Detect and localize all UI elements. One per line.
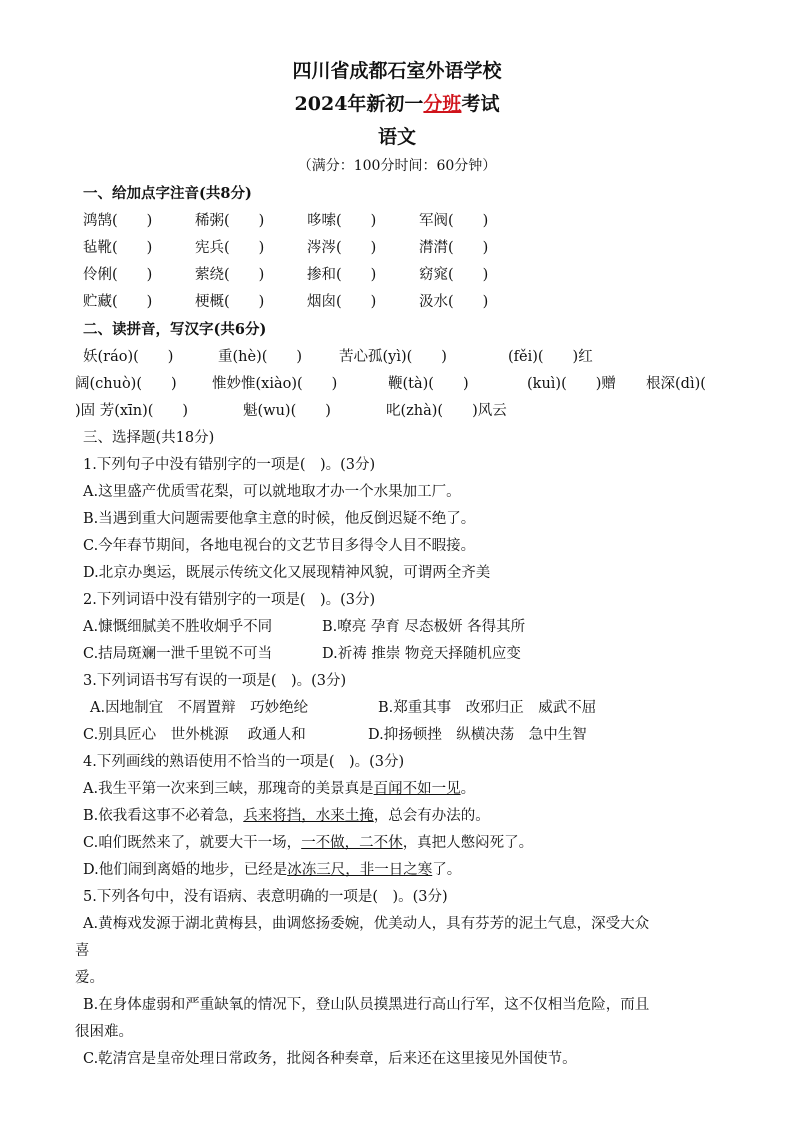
school-title: 四川省成都石室外语学校 — [292, 60, 502, 82]
hanzi-item: 鞭(tà)( ) — [388, 376, 469, 392]
question-stem: 5.下列各句中，没有语病、表意明确的一项是( )。(3分) — [83, 889, 448, 905]
option-text: C.咱们既然来了，就要大干一场， — [83, 835, 302, 851]
pinyin-item: 军阀( ) — [419, 213, 489, 229]
pinyin-item: 潸潸( ) — [419, 240, 489, 256]
pinyin-item: 梗概( ) — [195, 294, 265, 310]
option-d — [83, 858, 461, 879]
hanzi-item: 重(hè)( ) — [218, 349, 303, 365]
section3-heading: 三、选择题(共18分) — [83, 430, 215, 446]
hanzi-item: 魁(wu)( ) — [243, 403, 331, 419]
question-stem: 1.下列句子中没有错别字的一项是( )。(3分) — [83, 457, 376, 473]
option-b-wrap: 很困难。 — [75, 1024, 133, 1040]
pinyin-item: 窈窕( ) — [419, 267, 489, 283]
underlined-idiom: 兵来将挡，水来土掩 — [243, 808, 374, 824]
score-time: （满分：100分时间：60分钟） — [297, 158, 497, 174]
option-text: A.我生平第一次来到三峡，那瑰奇的美景真是 — [83, 781, 374, 797]
option-text: 。 — [460, 781, 476, 797]
section2-heading: 二、读拼音，写汉字(共6分) — [83, 321, 267, 338]
hanzi-item: 根深(dì)( — [646, 376, 706, 392]
hanzi-item: 苦心孤(yì)( ) — [339, 349, 447, 365]
underlined-idiom: 百闻不如一见 — [373, 781, 461, 797]
section1-heading: 一、给加点字注音(共8分) — [83, 185, 252, 202]
option-a: A.这里盛产优质雪花梨，可以就地取才办一个水果加工厂。 — [83, 484, 461, 500]
option-a: A.慷慨细腻美不胜收炯乎不同 — [83, 619, 273, 635]
pinyin-item: 汲水( ) — [419, 294, 489, 310]
pinyin-item: 哆嗦( ) — [307, 213, 377, 229]
option-c — [83, 831, 533, 852]
hanzi-item: 叱(zhà)( )风云 — [386, 403, 507, 419]
exam-title — [0, 89, 794, 116]
exam-title-highlight: 分班 — [423, 93, 462, 115]
hanzi-item: (kuì)( )赠 — [527, 376, 616, 392]
option-b: B.在身体虚弱和严重缺氧的情况下，登山队员摸黑进行高山行军，这不仅相当危险，而且 — [83, 997, 650, 1013]
subject-title: 语文 — [377, 126, 416, 148]
pinyin-item: 毡靴( ) — [83, 240, 153, 256]
exam-title-suffix: 考试 — [461, 93, 500, 115]
pinyin-item: 贮藏( ) — [83, 294, 153, 310]
option-text: B.依我看这事不必着急， — [83, 808, 244, 824]
option-text: 了。 — [432, 862, 462, 878]
option-text: ，真把人憋闷死了。 — [402, 835, 534, 851]
hanzi-item: 惟妙惟(xiào)( ) — [212, 376, 338, 392]
pinyin-item: 萦绕( ) — [195, 267, 265, 283]
underlined-idiom: 一不做，二不休 — [301, 835, 403, 851]
hanzi-item: 阔(chuò)( ) — [75, 376, 177, 392]
option-d: D.祈祷 推崇 物竞天择随机应变 — [322, 646, 521, 662]
option-c: C.乾清宫是皇帝处理日常政务，批阅各种奏章，后来还在这里接见外国使节。 — [83, 1051, 577, 1067]
hanzi-item: (fěi)( )红 — [508, 349, 593, 365]
option-a-wrap: 喜 — [75, 943, 90, 959]
option-a — [83, 777, 475, 798]
option-b: B.郑重其事 改邪归正 威武不屈 — [378, 700, 597, 716]
question-stem: 4.下列画线的熟语使用不恰当的一项是( )。(3分) — [83, 754, 405, 770]
pinyin-item: 伶俐( ) — [83, 267, 153, 283]
pinyin-item: 掺和( ) — [307, 267, 377, 283]
option-text: D.他们闹到离婚的地步，已经是 — [83, 862, 288, 878]
option-b: B.嘹亮 孕育 尽态极妍 各得其所 — [322, 619, 526, 635]
question-stem: 2.下列词语中没有错别字的一项是( )。(3分) — [83, 592, 376, 608]
option-c: C.今年春节期间，各地电视台的文艺节目多得令人目不暇接。 — [83, 538, 476, 554]
option-a: A.因地制宜 不屑置辩 巧妙绝纶 — [90, 700, 309, 716]
hanzi-item: )固 芳(xīn)( ) — [75, 403, 189, 419]
option-d: D.抑扬顿挫 纵横决荡 急中生智 — [368, 727, 587, 743]
pinyin-item: 宪兵( ) — [195, 240, 265, 256]
pinyin-item: 涔涔( ) — [307, 240, 377, 256]
option-text: ，总会有办法的。 — [373, 808, 490, 824]
hanzi-item: 妖(ráo)( ) — [83, 349, 174, 365]
question-stem: 3.下列词语书写有误的一项是( )。(3分) — [83, 673, 347, 689]
option-b: B.当遇到重大问题需要他拿主意的时候，他反倒迟疑不绝了。 — [83, 511, 476, 527]
option-a: A.黄梅戏发源于湖北黄梅县，曲调悠扬委婉，优美动人，具有芬芳的泥土气息，深受大众 — [83, 916, 650, 932]
exam-title-prefix: 2024年新初一 — [294, 93, 424, 115]
underlined-idiom: 冰冻三尺，非一日之寒 — [287, 862, 433, 878]
option-c: C.别具匠心 世外桃源 政通人和 — [83, 727, 306, 743]
pinyin-item: 烟囱( ) — [307, 294, 377, 310]
option-a-wrap: 爱。 — [75, 970, 104, 986]
option-b — [83, 804, 490, 825]
option-d: D.北京办奥运，既展示传统文化又展现精神风貌，可谓两全齐美 — [83, 565, 491, 581]
pinyin-item: 鸿鹄( ) — [83, 213, 153, 229]
pinyin-item: 稀粥( ) — [195, 213, 265, 229]
option-c: C.拮局斑斓一泄千里锐不可当 — [83, 646, 273, 662]
